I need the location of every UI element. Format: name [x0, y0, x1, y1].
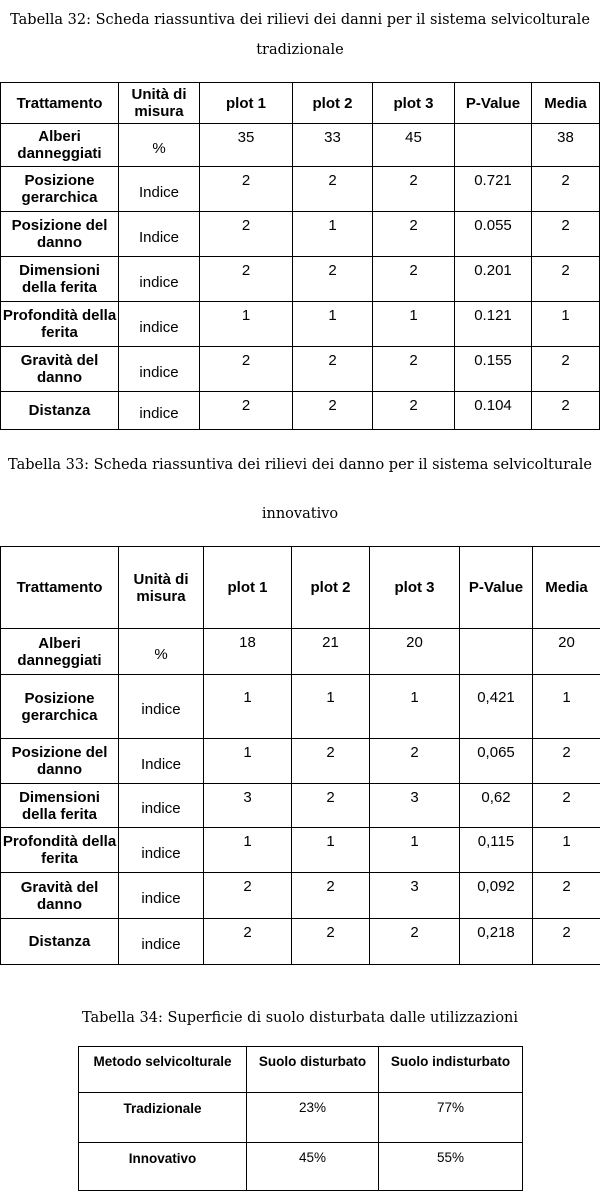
value-cell: 1	[204, 828, 292, 873]
value-cell: 2	[532, 167, 600, 212]
value-cell: 2	[293, 167, 373, 212]
value-cell: 3	[370, 784, 460, 828]
unit-cell: indice	[119, 347, 200, 392]
value-cell: 0.721	[455, 167, 532, 212]
value-cell: 0,218	[460, 919, 533, 965]
value-cell: 2	[204, 873, 292, 919]
table-row	[1, 392, 600, 430]
value-cell: 2	[293, 257, 373, 302]
table-row	[79, 1143, 523, 1191]
value-cell: 2	[292, 873, 370, 919]
value-cell: 38	[532, 124, 600, 167]
value-cell: 2	[200, 212, 293, 257]
value-cell: 2	[370, 919, 460, 965]
row-label: Posizione gerarchica	[1, 167, 119, 212]
value-cell: 2	[373, 347, 455, 392]
row-label: Distanza	[1, 392, 119, 430]
header-cell: plot 1	[200, 83, 293, 124]
value-cell: 2	[533, 784, 600, 828]
table-33	[0, 546, 600, 965]
table-row	[1, 919, 600, 965]
value-cell: 1	[200, 302, 293, 347]
unit-cell: %	[119, 629, 204, 675]
row-label: Posizione del danno	[1, 212, 119, 257]
table-32	[0, 82, 600, 430]
value-cell: 0.201	[455, 257, 532, 302]
value-cell: 2	[373, 392, 455, 430]
value-cell: 35	[200, 124, 293, 167]
table-row	[1, 347, 600, 392]
value-cell: 0,115	[460, 828, 533, 873]
table-row	[1, 124, 600, 167]
value-cell: 1	[533, 675, 600, 739]
table-row	[1, 629, 600, 675]
value-cell: 0.121	[455, 302, 532, 347]
value-cell: 0,421	[460, 675, 533, 739]
value-cell	[455, 124, 532, 167]
value-cell: 2	[373, 257, 455, 302]
table-row	[1, 828, 600, 873]
table-33-header-row	[1, 547, 600, 629]
unit-cell: indice	[119, 873, 204, 919]
table-row	[1, 167, 600, 212]
header-cell: P-Value	[460, 547, 533, 629]
value-cell: 2	[373, 167, 455, 212]
value-cell: 77%	[379, 1093, 523, 1143]
unit-cell: Indice	[119, 212, 200, 257]
header-cell: plot 1	[204, 547, 292, 629]
value-cell: 0,065	[460, 739, 533, 784]
value-cell: 20	[370, 629, 460, 675]
unit-cell: indice	[119, 392, 200, 430]
value-cell: 2	[533, 919, 600, 965]
value-cell: 21	[292, 629, 370, 675]
value-cell: 2	[532, 212, 600, 257]
row-label: Alberi danneggiati	[1, 629, 119, 675]
caption-table-33-line1: Tabella 33: Scheda riassuntiva dei rilievi dei danno per il sistema selvicolturale	[8, 457, 592, 473]
header-cell: plot 3	[370, 547, 460, 629]
value-cell: 2	[200, 392, 293, 430]
row-label: Gravità del danno	[1, 347, 119, 392]
unit-cell: Indice	[119, 739, 204, 784]
row-label: Posizione del danno	[1, 739, 119, 784]
value-cell: 0.155	[455, 347, 532, 392]
header-cell: plot 2	[293, 83, 373, 124]
table-32-header-row	[1, 83, 600, 124]
value-cell: 45%	[247, 1143, 379, 1191]
header-cell: plot 3	[373, 83, 455, 124]
unit-cell: indice	[119, 257, 200, 302]
table-row	[1, 212, 600, 257]
row-label: Profondità della ferita	[1, 828, 119, 873]
table-34-header-row	[79, 1047, 523, 1093]
table-row	[1, 675, 600, 739]
value-cell: 2	[200, 347, 293, 392]
row-label: Innovativo	[79, 1143, 247, 1191]
header-cell: Trattamento	[1, 547, 119, 629]
value-cell: 2	[533, 873, 600, 919]
caption-table-32-line2: tradizionale	[256, 42, 344, 58]
row-label: Tradizionale	[79, 1093, 247, 1143]
unit-cell: indice	[119, 828, 204, 873]
row-label: Alberi danneggiati	[1, 124, 119, 167]
header-cell: plot 2	[292, 547, 370, 629]
value-cell: 45	[373, 124, 455, 167]
caption-table-34: Tabella 34: Superficie di suolo disturbata dalle utilizzazioni	[81, 1010, 519, 1026]
value-cell: 2	[532, 347, 600, 392]
table-row	[1, 739, 600, 784]
row-label: Posizione gerarchica	[1, 675, 119, 739]
value-cell: 0,62	[460, 784, 533, 828]
value-cell	[460, 629, 533, 675]
value-cell: 1	[532, 302, 600, 347]
caption-table-32-line1: Tabella 32: Scheda riassuntiva dei rilievi dei danni per il sistema selvicolturale	[10, 12, 590, 28]
value-cell: 1	[533, 828, 600, 873]
value-cell: 1	[204, 739, 292, 784]
value-cell: 3	[204, 784, 292, 828]
value-cell: 1	[370, 828, 460, 873]
value-cell: 1	[293, 302, 373, 347]
table-34	[78, 1046, 523, 1191]
value-cell: 0.055	[455, 212, 532, 257]
row-label: Gravità del danno	[1, 873, 119, 919]
header-cell: Unità di misura	[119, 83, 200, 124]
value-cell: 3	[370, 873, 460, 919]
value-cell: 2	[292, 919, 370, 965]
header-cell: Unità di misura	[119, 547, 204, 629]
header-cell: Media	[533, 547, 600, 629]
value-cell: 2	[533, 739, 600, 784]
value-cell: 33	[293, 124, 373, 167]
value-cell: 55%	[379, 1143, 523, 1191]
value-cell: 0,092	[460, 873, 533, 919]
header-cell: Metodo selvicolturale	[79, 1047, 247, 1093]
unit-cell: indice	[119, 302, 200, 347]
header-cell: P-Value	[455, 83, 532, 124]
unit-cell: indice	[119, 919, 204, 965]
unit-cell: indice	[119, 784, 204, 828]
value-cell: 2	[532, 257, 600, 302]
value-cell: 2	[292, 739, 370, 784]
header-cell: Trattamento	[1, 83, 119, 124]
row-label: Dimensioni della ferita	[1, 784, 119, 828]
row-label: Profondità della ferita	[1, 302, 119, 347]
value-cell: 1	[292, 828, 370, 873]
header-cell: Suolo disturbato	[247, 1047, 379, 1093]
value-cell: 23%	[247, 1093, 379, 1143]
header-cell: Suolo indisturbato	[379, 1047, 523, 1093]
value-cell: 1	[292, 675, 370, 739]
value-cell: 20	[533, 629, 600, 675]
value-cell: 2	[204, 919, 292, 965]
row-label: Dimensioni della ferita	[1, 257, 119, 302]
value-cell: 1	[293, 212, 373, 257]
value-cell: 2	[293, 392, 373, 430]
value-cell: 2	[370, 739, 460, 784]
header-cell: Media	[532, 83, 600, 124]
value-cell: 2	[200, 167, 293, 212]
unit-cell: Indice	[119, 167, 200, 212]
table-row	[1, 257, 600, 302]
value-cell: 1	[204, 675, 292, 739]
unit-cell: indice	[119, 675, 204, 739]
value-cell: 1	[370, 675, 460, 739]
value-cell: 2	[293, 347, 373, 392]
table-row	[1, 302, 600, 347]
value-cell: 2	[292, 784, 370, 828]
value-cell: 2	[373, 212, 455, 257]
value-cell: 0.104	[455, 392, 532, 430]
table-row	[1, 873, 600, 919]
value-cell: 2	[200, 257, 293, 302]
unit-cell: %	[119, 124, 200, 167]
table-row	[1, 784, 600, 828]
value-cell: 2	[532, 392, 600, 430]
row-label: Distanza	[1, 919, 119, 965]
table-row	[79, 1093, 523, 1143]
caption-table-33-line2: innovativo	[261, 506, 339, 522]
value-cell: 18	[204, 629, 292, 675]
value-cell: 1	[373, 302, 455, 347]
